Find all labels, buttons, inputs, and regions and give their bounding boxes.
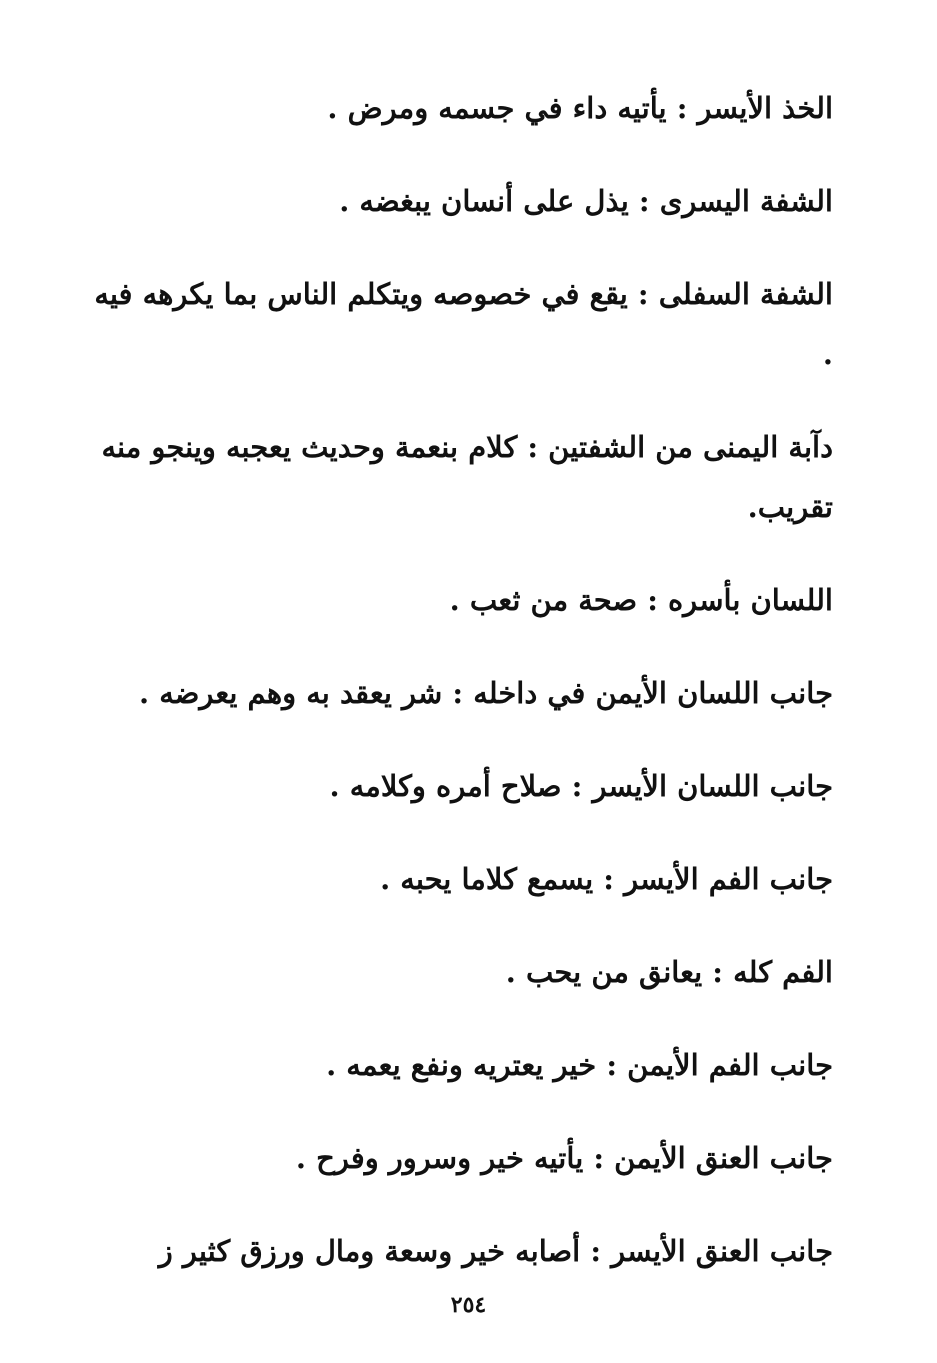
page-number: ٢٥٤: [450, 1292, 487, 1318]
entry-left-cheek: الخذ الأيسر : يأتيه داء في جسمه ومرض .: [327, 91, 833, 125]
entry-lower-lip: الشفة السفلى : يقع في خصوصه ويتكلم الناس بما يكرهه فيه .: [94, 277, 833, 371]
entry-right-mouth: جانب الفم الأيمن : خير يعتريه ونفع يعمه .: [326, 1048, 833, 1082]
entry-right-lip: دآبة اليمنى من الشفتين : كلام بنعمة وحديث يعجبه وينجو منه تقريب.: [101, 430, 833, 524]
entry-whole-mouth: الفم كله : يعانق من يحب .: [505, 955, 833, 989]
entry-whole-tongue: اللسان بأسره : صحة من ثعب .: [449, 583, 833, 617]
entry-upper-left-lip: الشفة اليسرى : يذل على أنسان يبغضه .: [339, 184, 833, 218]
entry-left-neck: جانب العنق الأيسر : أصابه خير وسعة ومال ورزق كثير ز: [158, 1234, 833, 1268]
entry-left-tongue: جانب اللسان الأيسر : صلاح أمره وكلامه .: [329, 769, 833, 803]
text-body: [93, 78, 833, 1314]
entry-left-mouth: جانب الفم الأيسر : يسمع كلاما يحبه .: [380, 862, 833, 896]
entry-right-neck: جانب العنق الأيمن : يأتيه خير وسرور وفرح .: [295, 1141, 833, 1175]
entry-right-tongue-inside: جانب اللسان الأيمن في داخله : شر يعقد به وهم يعرضه .: [139, 676, 833, 710]
